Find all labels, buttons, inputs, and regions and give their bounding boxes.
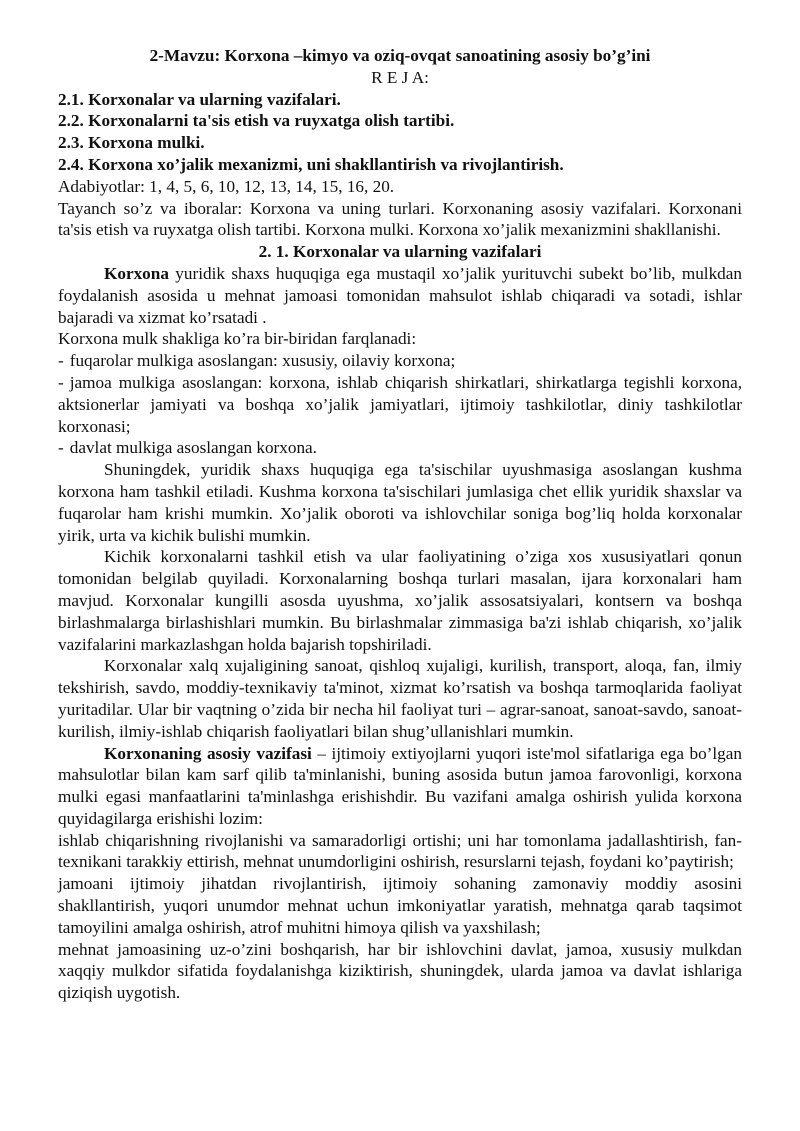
dash-mark: - <box>58 351 64 371</box>
dash-mark: - <box>58 372 64 392</box>
dash-item-text: davlat mulkiga asoslangan korxona. <box>69 438 317 458</box>
paragraph-goal-social: jamoani ijtimoiy jihatdan rivojlantirish, ijtimoiy sohaning zamonaviy moddiy asosini shakllantirish, yuqori unumdor mehnat uchun imkoniyatlar yaratish, mehnatga qarab taqsimot tamoyilini amalga oshirish, atrof muhitni himoya qilish va yaxshilash; <box>58 874 742 937</box>
plan-list <box>58 89 742 176</box>
dash-item-text: fuqarolar mulkiga asoslangan: xususiy, oilaviy korxona; <box>69 351 456 371</box>
plan-item: 2.4. Korxona xo’jalik mexanizmi, uni shakllantirish va rivojlantirish. <box>58 154 564 174</box>
paragraph-korxona-definition <box>58 263 742 328</box>
plan-heading: R E J A: <box>371 67 429 87</box>
paragraph-sectors: Korxonalar xalq xujaligining sanoat, qishloq xujaligi, kurilish, transport, aloqa, fan, ilmiy tekshirish, savdo, moddiy-texnikaviy ta'minot, xizmat ko’rsatish va boshqa tarmoqlarida faoliyat yuritadilar. Ular bir vaqtning o’zida bir necha hil faoliyat turi – agrar-sanoat, sanoat-savdo, sanoat-kurilish, ilmiy-ishlab chiqarish faoliyatlari bilan shug’ullanishlari mumkin. <box>58 656 742 741</box>
dash-mark: - <box>58 438 64 458</box>
dash-item-text: jamoa mulkiga asoslangan: korxona, ishlab chiqarish shirkatlari, shirkatlarga tegishli korxona, aktsionerlar jamiyati va boshqa xo’jalik jamiyatlari, ijtimoiy tashkilotlar, diniy tashkilotlar korxonasi; <box>58 372 742 436</box>
document-title: 2-Mavzu: Korxona –kimyo va oziq-ovqat sanoatining asosiy bo’g’ini <box>149 46 651 65</box>
plan-item: 2.2. Korxonalarni ta'sis etish va ruyxatga olish tartibi. <box>58 111 455 131</box>
paragraph-ownership-intro: Korxona mulk shakliga ko’ra bir-biridan farqlanadi: <box>58 329 417 349</box>
literature-line: Adabiyotlar: 1, 4, 5, 6, 10, 12, 13, 14, 15, 16, 20. <box>58 176 395 196</box>
section-heading: 2. 1. Korxonalar va ularning vazifalari <box>258 242 542 262</box>
paragraph-main-task <box>58 743 742 830</box>
document-page <box>58 45 742 1004</box>
paragraph-small-enterprises: Kichik korxonalarni tashkil etish va ular faoliyatining o’ziga xos xususiyatlari qonun tomonidan belgilab quyiladi. Korxonalarning boshqa turlari masalan, ijara korxonalari ham mavjud. Korxonalar kungilli asosda uyushma, xo’jalik assosatsiyalari, kontsern va boshqa birlashmalarga birlashishlari mumkin. Bu birlashmalar zimmasiga ba'zi ishlab chiqarish, xo’jalik vazifalarini markazlashgan holda bajarish topshiriladi. <box>58 547 742 654</box>
term-korxona: Korxona <box>104 263 169 283</box>
main-task-text: – ijtimoiy extiyojlarni yuqori iste'mol sifatlariga ega bo’lgan mahsulotlar bilan kam sarf qilib ta'minlanishi, buning asosida butun jamoa farovonligi, korxona mulki egasi manfaatlarini ta'minlashga erishishdir. Bu vazifani amalga oshirish yulida korxona quyidagilarga erishishi lozim: <box>58 743 742 828</box>
plan-item: 2.1. Korxonalar va ularning vazifalari. <box>58 89 341 109</box>
plan-item: 2.3. Korxona mulki. <box>58 133 205 153</box>
dash-item <box>58 350 742 372</box>
definition-text: yuridik shaxs huquqiga ega mustaqil xo’jalik yurituvchi subekt bo’lib, mulkdan foydalanish asosida u mehnat jamoasi tomonidan mahsulot ishlab chiqaradi va sotadi, ishlar bajaradi va xizmat ko’rsatadi . <box>58 263 742 327</box>
paragraph-goal-production: ishlab chiqarishning rivojlanishi va samaradorligi ortishi; uni har tomonlama jadallashtirish, fan-texnikani tarakkiy ettirish, mehnat unumdorligini oshirish, resurslarni tejash, foydani ko’paytirish; <box>58 830 742 872</box>
dash-item <box>58 437 742 459</box>
term-main-task: Korxonaning asosiy vazifasi <box>104 743 312 763</box>
paragraph-joint-venture: Shuningdek, yuridik shaxs huquqiga ega ta'sischilar uyushmasiga asoslangan kushma korxona ham tashkil etiladi. Kushma korxona ta'sischilari jumlasiga chet ellik yuridik shaxslar va fuqarolar ham krishi mumkin. Xo’jalik oboroti va ishlovchilar soniga bog’liq holda korxonalar yirik, urta va kichik bulishi mumkin. <box>58 460 742 545</box>
paragraph-goal-self-management: mehnat jamoasining uz-o’zini boshqarish, har bir ishlovchini davlat, jamoa, xususiy mulkdan xaqqiy mulkdor sifatida foydalanishga kiziktirish, shuningdek, ularda jamoa va davlat ishlariga qiziqish uygotish. <box>58 939 742 1003</box>
keywords-paragraph: Tayanch so’z va iboralar: Korxona va uning turlari. Korxonaning asosiy vazifalari. Korxonani ta'sis etish va ruyxatga olish tartibi. Korxona mulki. Korxona xo’jalik mexanizmini shakllanishi. <box>58 198 742 240</box>
dash-item <box>58 372 742 437</box>
